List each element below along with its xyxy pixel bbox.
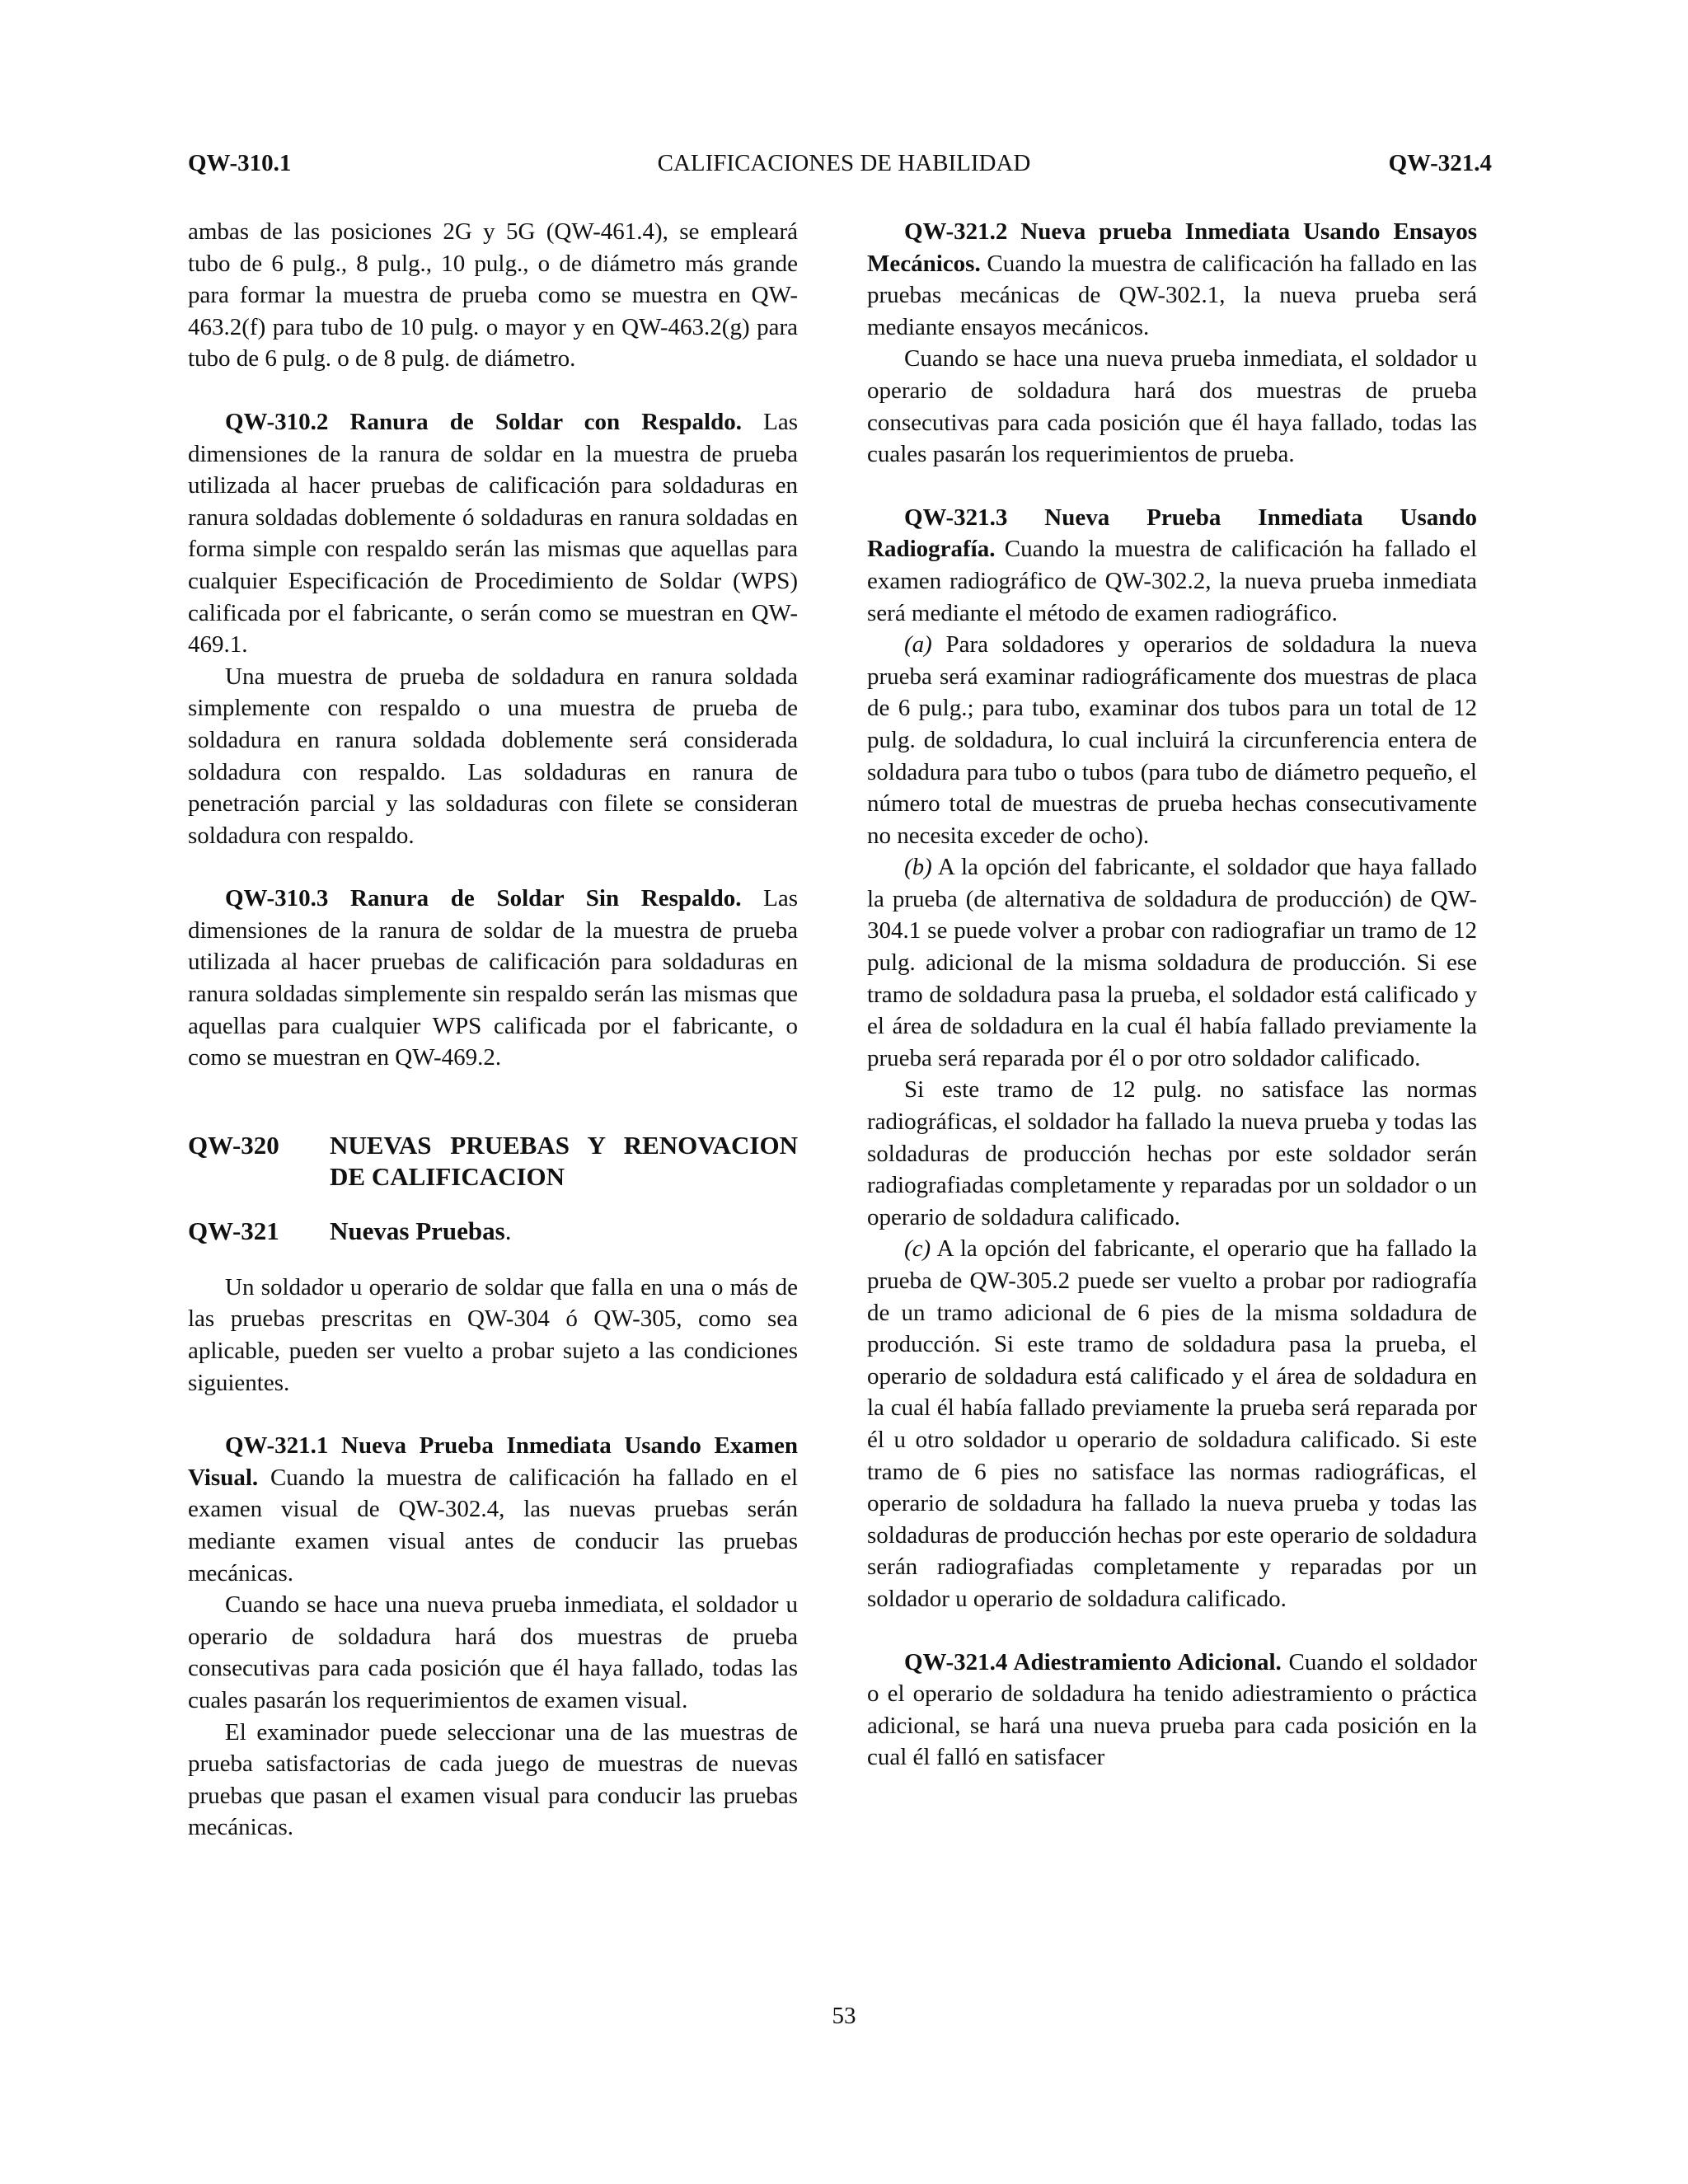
section-title-qw-321: Nuevas Pruebas [330,1216,505,1245]
paragraph-item-b-2: Si este tramo de 12 pulg. no satisface las normas radiográficas, el soldador ha fallado la nueva prueba y todas las soldaduras de producción hechas por este soldador serán radiografiadas completamente y reparadas por un soldador o un operario de soldadura calificado. [867,1076,1477,1230]
header-title: CALIFICACIONES DE HABILIDAD [657,150,1031,176]
header-section-right: QW-321.4 [1388,150,1492,176]
text-qw-310-2: Las dimensiones de la ranura de soldar en la muestra de prueba utilizada al hacer pruebas de calificación para soldaduras en ranura soldadas doblemente ó soldaduras en ranura soldadas en forma simple con respaldo serán las mismas que aquellas para cualquier Especificación de Procedimiento de Soldar (WPS) calificada por el fabricante, o serán como se muestran en QW-469.1. [188,408,798,658]
heading-qw-321-3: QW-321.3 Nueva Prueba Inmediata Usando Radiografía. [867,504,1477,563]
paragraph-qw-321-4 [867,1647,1477,1774]
item-label-a: (a) [904,631,932,658]
heading-qw-310-2: QW-310.2 Ranura de Soldar con Respaldo. [225,408,742,435]
paragraph-qw-321-2 [867,216,1477,343]
page-number: 53 [832,2003,856,2029]
paragraph-qw-321: Un soldador u operario de soldar que falla en una o más de las pruebas prescritas en QW-304 ó QW-305, como sea aplicable, pueden ser vuelto a probar sujeto a las condiciones siguientes. [188,1273,798,1396]
paragraph-qw-310-2 [188,406,798,661]
item-label-c: (c) [904,1235,931,1263]
paragraph-qw-310-3 [188,883,798,1074]
item-text-c: A la opción del fabricante, el operario que ha fallado la prueba de QW-305.2 puede ser vuelto a probar por radiografía de un tramo adicional de 6 pies de la misma soldadura de producción. Si este tramo de soldadura pasa la prueba, el operario de soldadura está calificado y el área de soldadura en la cual él había fallado previamente la prueba será reparada por él u otro soldador u operario de soldadura calificado. Si este tramo de 6 pies no satisface las normas radiográficas, el operario de soldadura ha fallado la nueva prueba y todas las soldaduras de producción hechas por este operario de soldadura serán radiografiadas completamente y reparadas por un soldador u operario de soldadura calificado. [867,1235,1477,1612]
text-qw-321-4: Cuando el soldador o el operario de soldadura ha tenido adiestramiento o práctica adicional, se hará una nueva prueba para cada posición en la cual él falló en satisfacer [867,1648,1477,1771]
section-heading-qw-321 [188,1216,798,1247]
section-number-qw-321: QW-321 [188,1216,279,1245]
heading-qw-321-1: QW-321.1 Nueva Prueba Inmediata Usando Examen Visual. [188,1432,798,1491]
text-qw-321-1: Cuando la muestra de calificación ha fallado en el examen visual de QW-302.4, las nuevas pruebas serán mediante examen visual antes de conducir las pruebas mecánicas. [188,1464,798,1586]
section-number-qw-320: QW-320 [188,1130,279,1160]
heading-qw-310-3: QW-310.3 Ranura de Soldar Sin Respaldo. [225,885,742,912]
left-column [188,216,798,1844]
section-title-qw-320: NUEVAS PRUEBAS Y RENOVACION DE CALIFICACION [330,1130,798,1191]
paragraph-qw-310-2-b: Una muestra de prueba de soldadura en ranura soldada simplemente con respaldo o una muestra de prueba de soldadura en ranura soldada doblemente será considerada soldadura con respaldo. Las soldaduras en ranura de penetración parcial y las soldaduras con filete se consideran soldadura con respaldo. [188,663,798,849]
section-title-period: . [504,1216,512,1245]
header-section-left: QW-310.1 [188,150,292,176]
paragraph-qw-321-1 [188,1430,798,1589]
heading-qw-321-4: QW-321.4 Adiestramiento Adicional. [904,1648,1282,1675]
paragraph-item-a [867,629,1477,851]
item-text-b: A la opción del fabricante, el soldador que haya fallado la prueba (de alternativa de soldadura de producción) de QW-304.1 se puede volver a probar con radiografiar un tramo de 12 pulg. adicional de la misma soldadura de producción. Si ese tramo de soldadura pasa la prueba, el soldador está calificado y el área de soldadura en la cual él había fallado previamente la prueba será reparada por él o por otro soldador calificado. [867,854,1477,1071]
paragraph-qw-321-1-b: Cuando se hace una nueva prueba inmediata, el soldador u operario de soldadura hará dos muestras de prueba consecutivas para cada posición que él haya fallado, todas las cuales pasarán los requerimientos de examen visual. [188,1591,798,1713]
paragraph-item-c [867,1233,1477,1615]
text-qw-321-3: Cuando la muestra de calificación ha fallado el examen radiográfico de QW-302.2, la nueva prueba inmediata será mediante el método de examen radiográfico. [867,536,1477,626]
paragraph-qw-321-2-b: Cuando se hace una nueva prueba inmediata, el soldador u operario de soldadura hará dos muestras de prueba consecutivas para cada posición que él haya fallado, todas las cuales pasarán los requerimientos de prueba. [867,345,1477,468]
text-qw-310-3: Las dimensiones de la ranura de soldar de la muestra de prueba utilizada al hacer pruebas de calificación para soldaduras en ranura soldadas simplemente sin respaldo serán las mismas que aquellas para cualquier WPS calificada por el fabricante, o como se muestran en QW-469.2. [188,885,798,1071]
paragraph-item-b [867,851,1477,1074]
text-qw-321-2: Cuando la muestra de calificación ha fallado en las pruebas mecánicas de QW-302.1, la nueva prueba será mediante ensayos mecánicos. [867,250,1477,340]
paragraph-continuation: ambas de las posiciones 2G y 5G (QW-461.4), se empleará tubo de 6 pulg., 8 pulg., 10 pulg., o de diámetro más grande para formar la muestra de prueba como se muestra en QW-463.2(f) para tubo de 10 pulg. o mayor y en QW-463.2(g) para tubo de 6 pulg. o de 8 pulg. de diámetro. [188,218,798,373]
paragraph-qw-321-1-c: El examinador puede seleccionar una de las muestras de prueba satisfactorias de cada juego de muestras de nuevas pruebas que pasan el examen visual para conducir las pruebas mecánicas. [188,1718,798,1841]
item-text-a: Para soldadores y operarios de soldadura la nueva prueba será examinar radiográficamente dos muestras de placa de 6 pulg.; para tubo, examinar dos tubos para un total de 12 pulg. de soldadura, lo cual incluirá la circunferencia entera de soldadura para tubo o tubos (para tubo de diámetro pequeño, el número total de muestras de prueba hechas consecutivamente no necesita exceder de ocho). [867,631,1477,849]
item-label-b: (b) [904,854,932,881]
heading-qw-321-2: QW-321.2 Nueva prueba Inmediata Usando Ensayos Mecánicos. [867,218,1477,277]
right-column [867,216,1477,1774]
section-heading-qw-320 [188,1130,798,1193]
paragraph-qw-321-3 [867,502,1477,629]
